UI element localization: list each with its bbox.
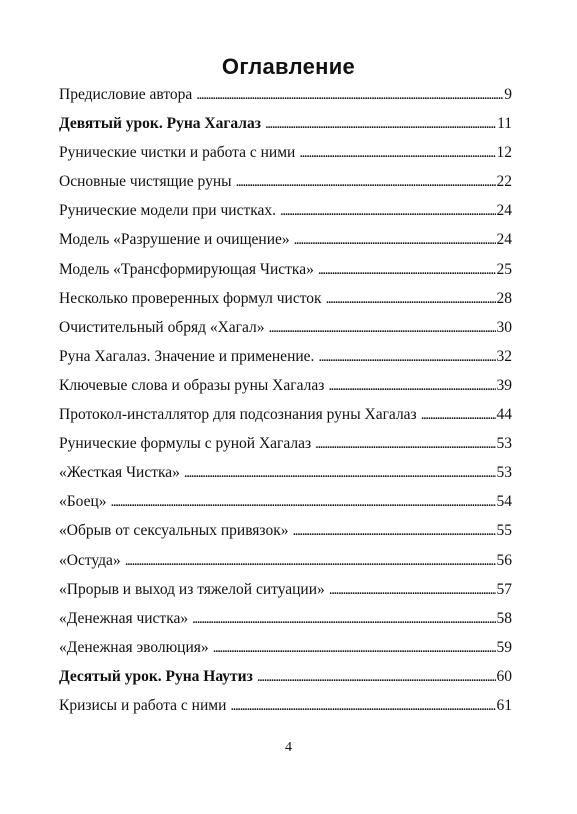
toc-entry-page: 9 [504,86,512,103]
toc-entry-page: 61 [496,696,512,714]
toc-entry-page: 28 [496,289,512,307]
toc-dot-leader [318,255,496,285]
toc-dot-leader [329,575,496,605]
toc-entry-title: «Обрыв от сексуальных привязок» [59,522,289,540]
toc-entry-title: Рунические формулы с руной Хагалаз [59,435,312,453]
toc-dot-leader [213,633,496,663]
toc-entry [59,167,512,196]
toc-dot-leader [184,458,496,488]
toc-entry-page: 30 [496,318,512,336]
toc-entry-title: Предисловие автора [59,86,193,103]
toc-entry [59,342,512,371]
toc-entry [59,633,512,662]
toc-dot-leader [293,516,496,546]
toc-dot-leader [230,691,495,721]
toc-entry-page: 44 [496,406,512,424]
toc-entry-page: 22 [496,173,512,191]
toc-entry-page: 12 [496,144,512,162]
toc-dot-leader [315,429,495,459]
toc-entry-page: 55 [496,522,512,540]
toc-entry [59,575,512,604]
toc-entry-page: 59 [496,638,512,656]
toc-entry [59,604,512,633]
toc-entry-title: Модель «Разрушение и очищение» [59,231,290,249]
toc-dot-leader [421,400,496,430]
toc-entry [59,313,512,342]
toc-entry [59,225,512,254]
toc-entry-title: Несколько проверенных формул чисток [59,289,322,307]
toc-entry-page: 56 [496,551,512,569]
toc-entry [59,516,512,545]
toc-entry-title: Десятый урок. Руна Наутиз [59,667,253,685]
toc-entry-page: 53 [496,464,512,482]
toc-entry-title: Основные чистящие руны [59,173,232,191]
toc-dot-leader [111,487,496,517]
toc-entry-title: «Денежная чистка» [59,609,189,627]
toc-entry-title: Ключевые слова и образы руны Хагалаз [59,376,325,394]
toc-entry [59,458,512,487]
toc-entry-page: 11 [497,115,512,133]
toc-entry [59,487,512,516]
toc-entry-title: «Боец» [59,493,107,511]
toc-entry-title: Кризисы и работа с ними [59,696,227,714]
toc-dot-leader [280,196,495,226]
toc-entry-title: «Денежная эволюция» [59,638,209,656]
toc-dot-leader [265,109,496,139]
toc-entry [59,138,512,167]
table-of-contents [59,80,512,720]
toc-dot-leader [326,284,496,314]
toc-entry-page: 54 [496,493,512,511]
toc-entry-page: 32 [496,347,512,365]
toc-entry-page: 57 [496,580,512,598]
toc-entry-page: 39 [496,376,512,394]
toc-entry-title: «Жесткая Чистка» [59,464,180,482]
toc-entry [59,196,512,225]
toc-dot-leader [236,167,496,197]
toc-dot-leader [192,604,495,634]
toc-entry [59,691,512,720]
toc-dot-leader [125,546,496,576]
page-number: 4 [285,740,292,755]
toc-dot-leader [257,662,496,692]
toc-entry-title: «Прорыв и выход из тяжелой ситуации» [59,580,325,598]
toc-entry-title: Протокол-инсталлятор для подсознания руны Хагалаз [59,406,417,424]
toc-dot-leader [196,80,503,110]
toc-dot-leader [328,371,495,401]
toc-entry-title: Модель «Трансформирующая Чистка» [59,260,314,278]
toc-dot-leader [294,225,496,255]
toc-entry [59,429,512,458]
toc-entry-title: Руна Хагалаз. Значение и применение. [59,347,315,365]
toc-entry-page: 60 [496,667,512,685]
toc-entry [59,80,512,109]
toc-entry [59,546,512,575]
toc-entry-page: 58 [496,609,512,627]
toc-entry [59,255,512,284]
toc-dot-leader [299,138,495,168]
toc-entry-title: Девятый урок. Руна Хагалаз [59,115,261,133]
toc-entry-page: 53 [496,435,512,453]
toc-entry-title: Очистительный обряд «Хагал» [59,318,265,336]
toc-dot-leader [318,342,495,372]
toc-entry [59,284,512,313]
toc-entry-title: Рунические модели при чистках. [59,202,277,220]
toc-entry [59,662,512,691]
toc-entry-page: 24 [496,231,512,249]
toc-entry-page: 24 [496,202,512,220]
toc-entry-page: 25 [496,260,512,278]
toc-entry-title: «Остуда» [59,551,121,569]
toc-dot-leader [269,313,496,343]
page-title: Оглавление [221,54,356,79]
toc-entry-title: Рунические чистки и работа с ними [59,144,296,162]
toc-entry [59,371,512,400]
toc-entry [59,400,512,429]
toc-entry [59,109,512,138]
